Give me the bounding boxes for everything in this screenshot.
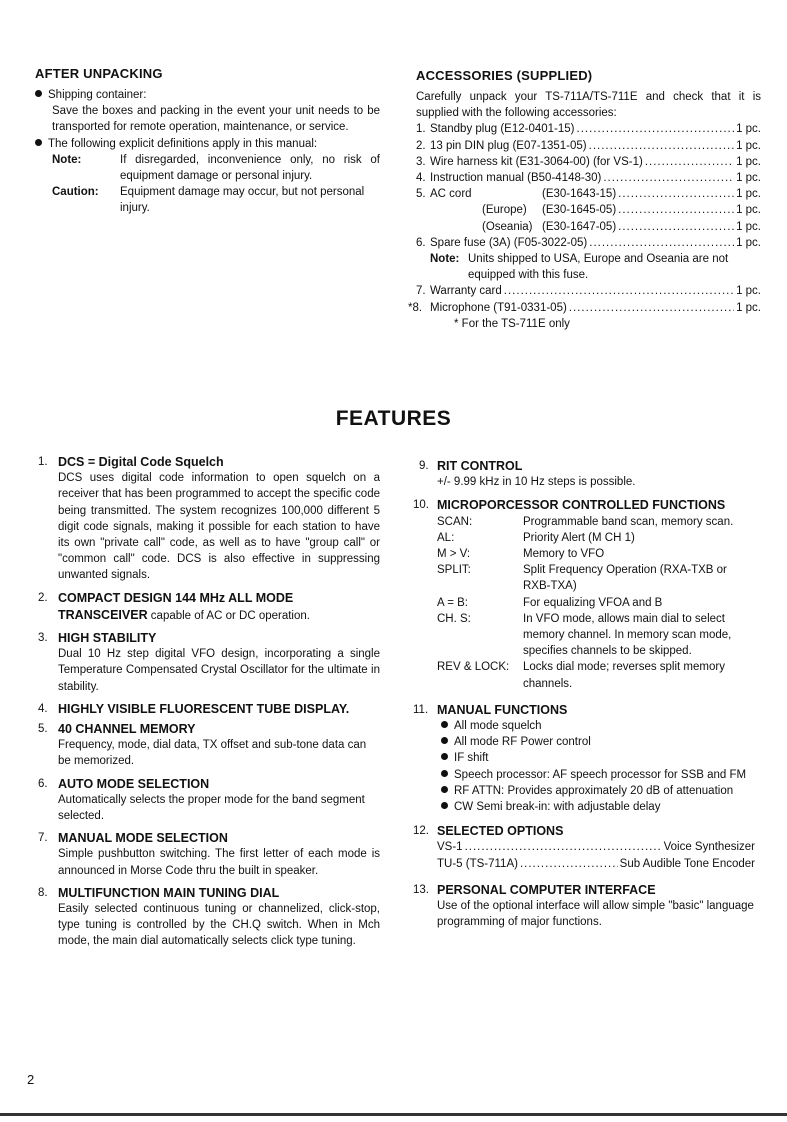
- option-row: TU-5 (TS-711A) ..... Sub Audible Tone Encoder: [437, 856, 755, 872]
- function-row: SPLIT: Split Frequency Operation (RXA-TXB or RXB-TXA): [437, 564, 727, 593]
- feature-item: 11. MANUAL FUNCTIONS All mode squelch All mode RF Power control IF shift Speech processor: AF speech processor for SSB and FM RF ATTN: Provides approximately 20 dB of attenuation CW Semi break-in: with adjustable delay: [413, 702, 755, 815]
- after-unpacking-section: [35, 66, 380, 217]
- accessories-intro: Carefully unpack your TS-711A/TS-711E and check that it is supplied with the following accessories:: [416, 91, 761, 120]
- accessory-row: 3. Wire harness kit (E31-3064-00) (for VS-1) ..... 1 pc.: [416, 154, 761, 170]
- features-right-column: [413, 458, 755, 930]
- feature-item: 10. MICROPORCESSOR CONTROLLED FUNCTIONS SCAN: Programmable band scan, memory scan. AL: Priority Alert (M CH 1) M > V: Memory to VFO SPLIT: Split Frequency Operation (RXA-TXB or RXB-TXA) A = B: For equalizing VFOA and B CH. S: In VFO mode, allows main dial to select memory channel. In memory scan mode, specifies channels to be skipped. REV & LOCK: Locks dial mode; reverses split memory channels.: [413, 497, 755, 691]
- caution-text: Equipment damage may occur, but not personal injury.: [120, 186, 365, 215]
- manual-function: RF ATTN: Provides approximately 20 dB of attenuation: [441, 783, 755, 799]
- note-text: If disregarded, inconvenience only, no risk of equipment damage or personal injury.: [120, 153, 380, 183]
- bottom-rule: [0, 1113, 787, 1116]
- page-number: 2: [27, 1072, 35, 1087]
- accessory-row: (Europe) (E30-1645-05) ..... 1 pc.: [416, 202, 761, 218]
- feature-item: 8. MULTIFUNCTION MAIN TUNING DIAL Easily selected continuous tuning or channelized, click-stop, type tuning is controlled by the CH.Q switch. When in Mch mode, the main dial automatically selects click type tuning.: [38, 885, 380, 948]
- manual-function: IF shift: [441, 750, 755, 766]
- feature-item: 13. PERSONAL COMPUTER INTERFACE Use of the optional interface will allow simple "basic" language programming of major functions.: [413, 882, 754, 929]
- feature-item: 12. SELECTED OPTIONS VS-1 ..... Voice Synthesizer TU-5 (TS-711A) ..... Sub Audible Tone Encoder: [413, 823, 755, 872]
- option-row: VS-1 ..... Voice Synthesizer: [437, 839, 755, 855]
- feature-item: 3. HIGH STABILITY Dual 10 Hz step digital VFO design, incorporating a single Temperature Compensated Crystal Oscillator for the ultimate in stability.: [38, 631, 380, 693]
- function-row: REV & LOCK: Locks dial mode; reverses split memory channels.: [437, 661, 725, 690]
- accessory-row: (Oseania) (E30-1647-05) ..... 1 pc.: [416, 219, 761, 235]
- function-row: M > V: Memory to VFO: [437, 548, 605, 561]
- features-title: FEATURES: [335, 407, 452, 430]
- manual-function: Speech processor: AF speech processor for SSB and FM: [441, 767, 755, 783]
- manual-function: All mode RF Power control: [441, 734, 755, 750]
- feature-item: 7. MANUAL MODE SELECTION Simple pushbutton switching. The first letter of each mode is announced in Morse Code thru the built in speaker.: [38, 831, 380, 877]
- function-row: AL: Priority Alert (M CH 1): [437, 531, 635, 544]
- feature-item: 1. DCS = Digital Code Squelch DCS uses digital code information to open squelch on a receiver that has been programmed to accept the specific code being transmitted. The system recognizes 100,000 different 5 digit code signals, making it possible for each station to have its own "private call" code, as well as to have "group call" or "common call" code. DCS is also effective in suppressing unwanted signals.: [38, 455, 380, 582]
- accessory-row: 7. Warranty card ..... 1 pc.: [416, 283, 761, 299]
- accessory-row: 5. AC cord (E30-1643-15) ..... 1 pc.: [416, 186, 761, 202]
- accessory-row: 6. Spare fuse (3A) (F05-3022-05) ..... 1 pc.: [416, 235, 761, 251]
- note-label: Note:: [52, 153, 82, 166]
- accessory-row: 1. Standby plug (E12-0401-15) ..... 1 pc.: [416, 121, 761, 137]
- shipping-container-heading: Shipping container:: [35, 87, 380, 103]
- accessory-row: 2. 13 pin DIN plug (E07-1351-05) ..... 1 pc.: [416, 138, 761, 154]
- accessory-row: *8. Microphone (T91-0331-05) ..... 1 pc.: [408, 300, 761, 316]
- feature-item: 2. COMPACT DESIGN 144 MHz ALL MODE TRANSCEIVER capable of AC or DC operation.: [38, 590, 310, 622]
- definitions-heading: The following explicit definitions apply in this manual:: [35, 136, 380, 152]
- feature-item: 5. 40 CHANNEL MEMORY Frequency, mode, dial data, TX offset and sub-tone data can be memorized.: [38, 722, 367, 768]
- feature-item: 9. RIT CONTROL +/- 9.99 kHz in 10 Hz steps is possible.: [419, 459, 636, 489]
- manual-function: CW Semi break-in: with adjustable delay: [441, 799, 755, 815]
- function-row: SCAN: Programmable band scan, memory scan.: [437, 515, 734, 528]
- accessory-row: 4. Instruction manual (B50-4148-30) ..... 1 pc.: [416, 170, 761, 186]
- feature-item: 6. AUTO MODE SELECTION Automatically selects the proper mode for the band segment selected.: [38, 776, 365, 823]
- caution-label: Caution:: [52, 186, 99, 199]
- accessories-section: [408, 68, 761, 332]
- accessories-title: ACCESSORIES (SUPPLIED): [416, 68, 593, 83]
- fuse-note-text: Units shipped to USA, Europe and Oseania are not equipped with this fuse.: [468, 253, 729, 282]
- feature-item: 4. HIGHLY VISIBLE FLUORESCENT TUBE DISPLAY.: [38, 701, 350, 716]
- function-row: CH. S: In VFO mode, allows main dial to select memory channel. In memory scan mode, specifies channels to be skipped.: [437, 612, 732, 658]
- after-unpacking-title: AFTER UNPACKING: [35, 66, 163, 81]
- features-left-column: [38, 454, 380, 950]
- manual-function: All mode squelch: [441, 718, 755, 734]
- footnote: * For the TS-711E only: [454, 317, 570, 330]
- shipping-container-text: Save the boxes and packing in the event your unit needs to be transported for remote operation, maintenance, or service.: [52, 105, 380, 134]
- function-row: A = B: For equalizing VFOA and B: [437, 596, 663, 609]
- fuse-note-label: Note:: [430, 253, 460, 266]
